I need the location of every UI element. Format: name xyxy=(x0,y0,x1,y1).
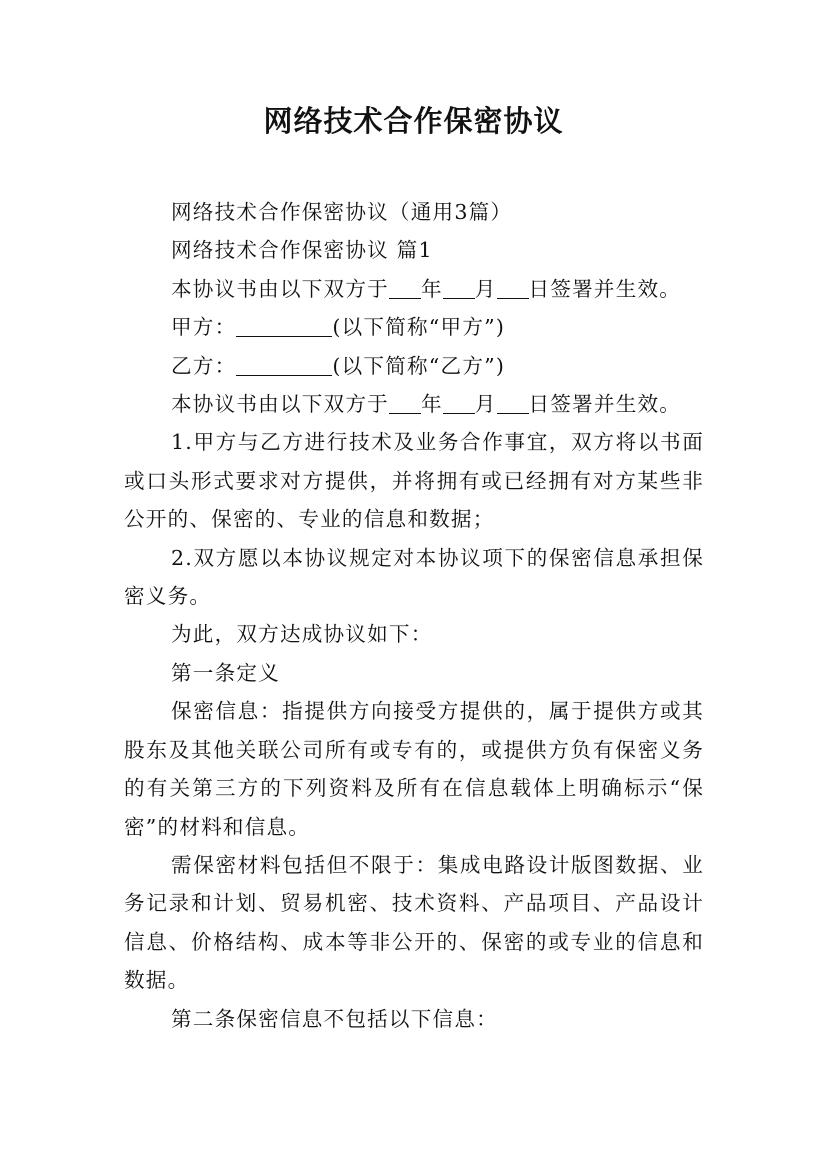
month-label: 月 xyxy=(474,276,497,301)
day-blank xyxy=(497,277,529,299)
party-a-line xyxy=(124,308,704,346)
year-label: 年 xyxy=(420,392,443,417)
year-blank xyxy=(389,392,421,414)
document-body xyxy=(124,193,704,1038)
signing-date-line-1 xyxy=(124,270,704,308)
signing-date-line-2 xyxy=(124,385,704,423)
year-label: 年 xyxy=(420,276,443,301)
month-blank xyxy=(443,277,475,299)
party-a-label: 甲方： xyxy=(171,315,237,340)
materials-paragraph: 需保密材料包括但不限于：集成电路设计版图数据、业务记录和计划、贸易机密、技术资料、产品项目、产品设计信息、价格结构、成本等非公开的、保密的或专业的信息和数据。 xyxy=(124,852,704,993)
party-b-blank xyxy=(236,354,332,376)
signing-post-text: 日签署并生效。 xyxy=(528,276,682,301)
party-b-line xyxy=(124,347,704,385)
signing-pre-text: 本协议书由以下双方于 xyxy=(171,392,389,417)
year-blank xyxy=(389,277,421,299)
chapter-title-line: 网络技术合作保密协议 篇1 xyxy=(171,238,433,263)
party-b-note: (以下简称“乙方”) xyxy=(332,353,506,378)
clause-2: 2.双方愿以本协议规定对本协议项下的保密信息承担保密义务。 xyxy=(124,545,704,609)
party-b-label: 乙方： xyxy=(171,353,237,378)
clause-1: 1.甲方与乙方进行技术及业务合作事宜，双方将以书面或口头形式要求对方提供，并将拥有或已经拥有对方某些非公开的、保密的、专业的信息和数据； xyxy=(124,430,704,532)
definition-paragraph: 保密信息：指提供方向接受方提供的，属于提供方或其股东及其他关联公司所有或专有的，或提供方负有保密义务的有关第三方的下列资料及所有在信息载体上明确标示“保密”的材料和信息。 xyxy=(124,699,704,839)
month-label: 月 xyxy=(474,392,497,417)
party-a-blank xyxy=(236,316,332,338)
month-blank xyxy=(443,392,475,414)
general-title-line: 网络技术合作保密协议（通用3篇） xyxy=(171,200,513,224)
signing-pre-text: 本协议书由以下双方于 xyxy=(171,276,389,301)
signing-post-text: 日签署并生效。 xyxy=(528,392,682,417)
article-2-heading: 第二条保密信息不包括以下信息： xyxy=(171,1006,498,1031)
article-1-heading: 第一条定义 xyxy=(171,660,280,685)
document-title: 网络技术合作保密协议 xyxy=(263,104,564,138)
day-blank xyxy=(497,392,529,414)
agreement-intro: 为此，双方达成协议如下： xyxy=(171,622,433,647)
party-a-note: (以下简称“甲方”) xyxy=(332,315,506,340)
